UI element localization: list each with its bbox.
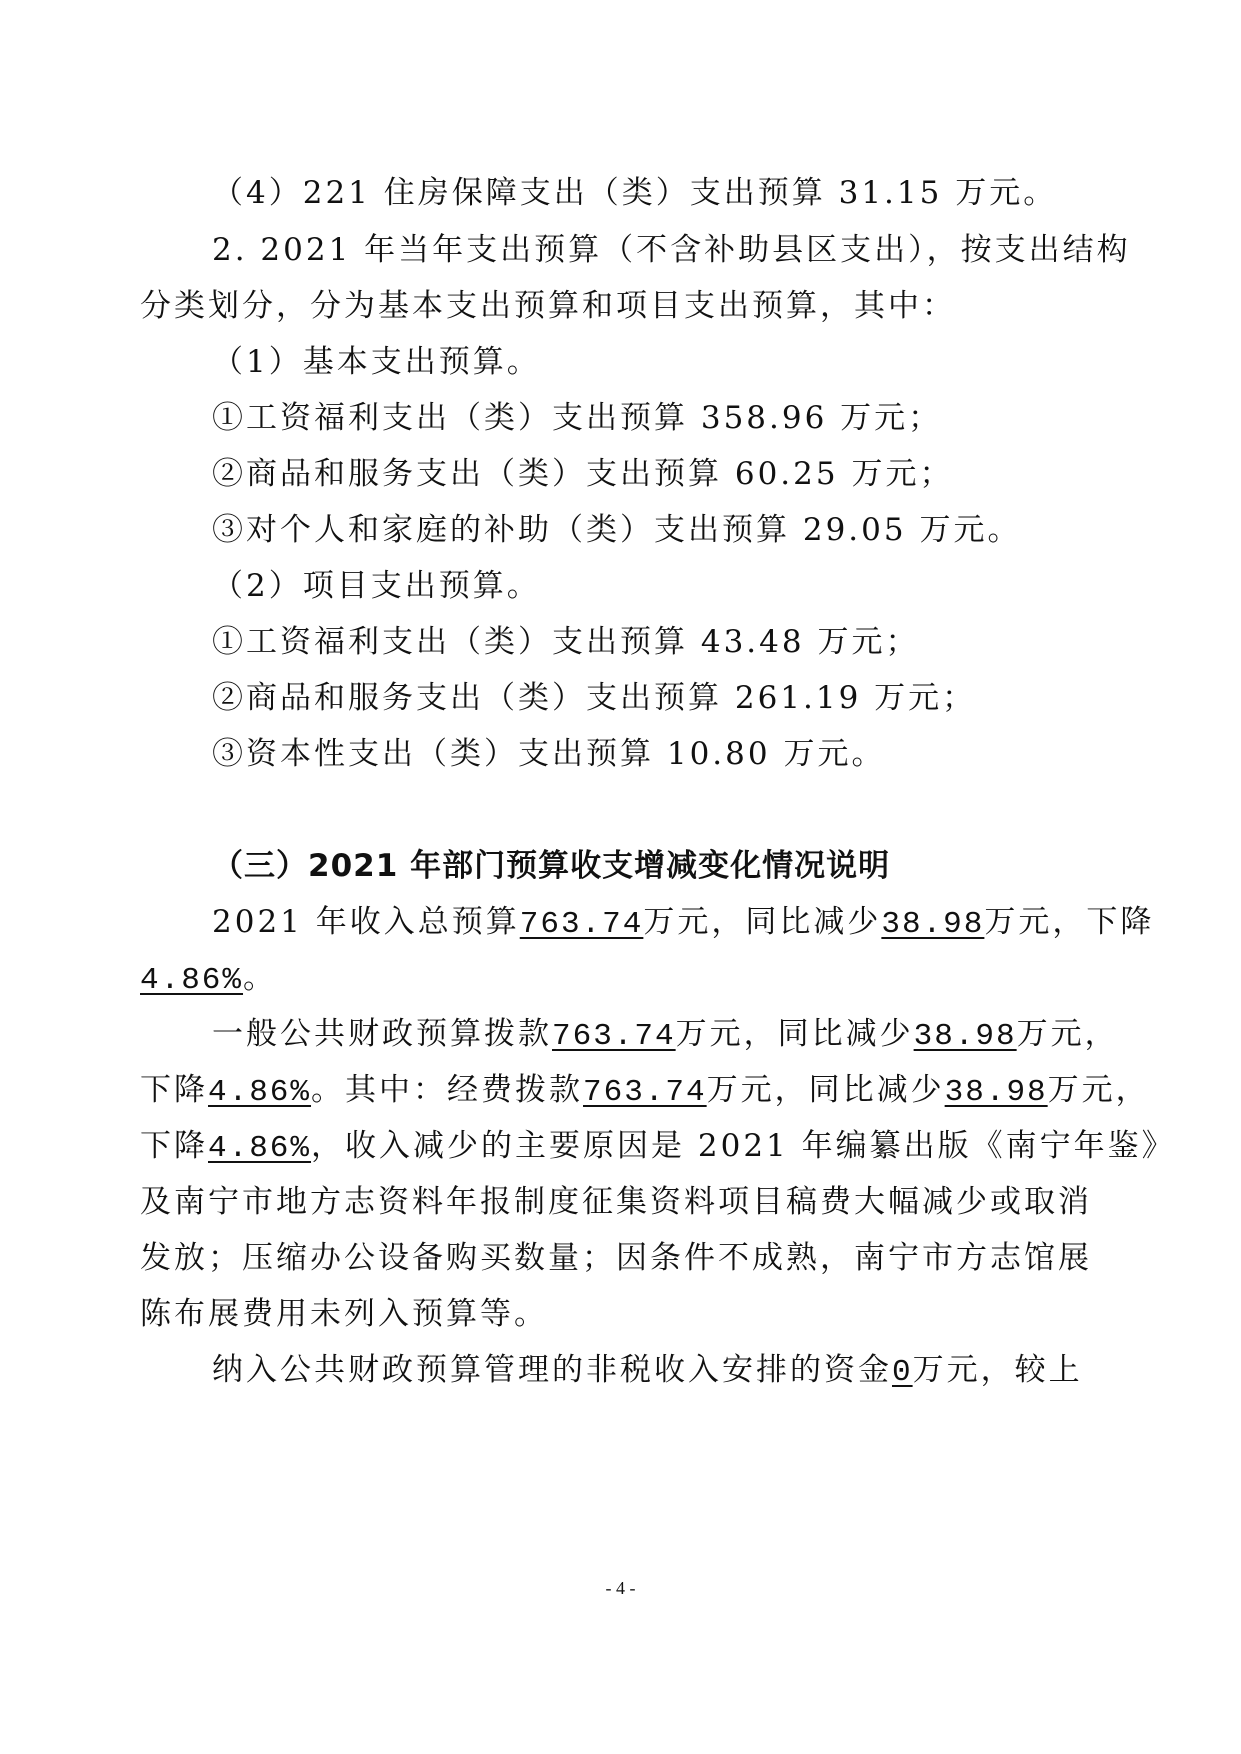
p1-total-income: 763.74: [519, 907, 644, 942]
p2-line-1: [212, 1014, 1119, 1057]
p1-line-1: [212, 902, 1154, 945]
p2-appropriation: 763.74: [552, 1019, 676, 1054]
project-budget-item-3: ③资本性支出（类）支出预算 10.80 万元。: [212, 736, 886, 772]
p2-text-c: 万元，: [1016, 1016, 1119, 1052]
p1-text-d: 。: [243, 960, 278, 996]
p1-line-2: [140, 958, 277, 1001]
p1-decrease-amount: 38.98: [881, 907, 985, 942]
p2-decrease-amount: 38.98: [913, 1019, 1017, 1054]
p1-text-c: 万元，下降: [984, 904, 1155, 940]
p1-decrease-percent: 4.86%: [140, 963, 244, 998]
page-number: - 4 -: [605, 1578, 636, 1598]
p2-text-g: 万元，: [1047, 1072, 1150, 1108]
project-budget-item-2: ②商品和服务支出（类）支出预算 261.19 万元；: [212, 680, 977, 716]
p2-text-b: 万元，同比减少: [675, 1016, 914, 1052]
p3-non-tax-amount: 0: [892, 1355, 913, 1390]
p2-line-6: 陈布展费用未列入预算等。: [140, 1296, 548, 1332]
project-budget-title: （2）项目支出预算。: [212, 568, 541, 604]
p2-funding-amount: 763.74: [583, 1075, 707, 1110]
p1-text-a: 2021 年收入总预算: [212, 904, 520, 940]
basic-budget-item-3: ③对个人和家庭的补助（类）支出预算 29.05 万元。: [212, 512, 1022, 548]
basic-budget-item-2: ②商品和服务支出（类）支出预算 60.25 万元；: [212, 456, 954, 492]
p1-text-b: 万元，同比减少: [643, 904, 882, 940]
p3-line-1: [212, 1350, 1083, 1393]
p3-text-a: 纳入公共财政预算管理的非税收入安排的资金: [212, 1352, 892, 1388]
item2-line-2: 分类划分，分为基本支出预算和项目支出预算，其中：: [140, 288, 956, 324]
p2-line-5: 发放；压缩办公设备购买数量；因条件不成熟，南宁市方志馆展: [140, 1240, 1092, 1276]
p2-decrease-percent: 4.86%: [208, 1075, 312, 1110]
p2-line-4: 及南宁市地方志资料年报制度征集资料项目稿费大幅减少或取消: [140, 1184, 1092, 1220]
p2-text-e: 。其中：经费拨款: [311, 1072, 584, 1108]
p2-text-i: ，收入减少的主要原因是 2021 年编纂出版《南宁年鉴》: [311, 1128, 1176, 1164]
p2-funding-decrease: 38.98: [944, 1075, 1048, 1110]
project-budget-item-1: ①工资福利支出（类）支出预算 43.48 万元；: [212, 624, 920, 660]
p2-line-3: [140, 1126, 1176, 1169]
basic-budget-title: （1）基本支出预算。: [212, 344, 541, 380]
p3-text-b: 万元，较上: [912, 1352, 1083, 1388]
section-3-heading: （三）2021 年部门预算收支增减变化情况说明: [212, 848, 891, 884]
p2-text-f: 万元，同比减少: [706, 1072, 945, 1108]
p2-text-a: 一般公共财政预算拨款: [212, 1016, 552, 1052]
housing-expenditure-line: （4）221 住房保障支出（类）支出预算 31.15 万元。: [212, 175, 1058, 211]
p2-text-h: 下降: [140, 1128, 208, 1164]
p2-funding-percent: 4.86%: [208, 1131, 312, 1166]
basic-budget-item-1: ①工资福利支出（类）支出预算 358.96 万元；: [212, 400, 943, 436]
p2-line-2: [140, 1070, 1150, 1113]
item2-line-1: 2. 2021 年当年支出预算（不含补助县区支出），按支出结构: [212, 232, 1131, 268]
p2-text-d: 下降: [140, 1072, 208, 1108]
